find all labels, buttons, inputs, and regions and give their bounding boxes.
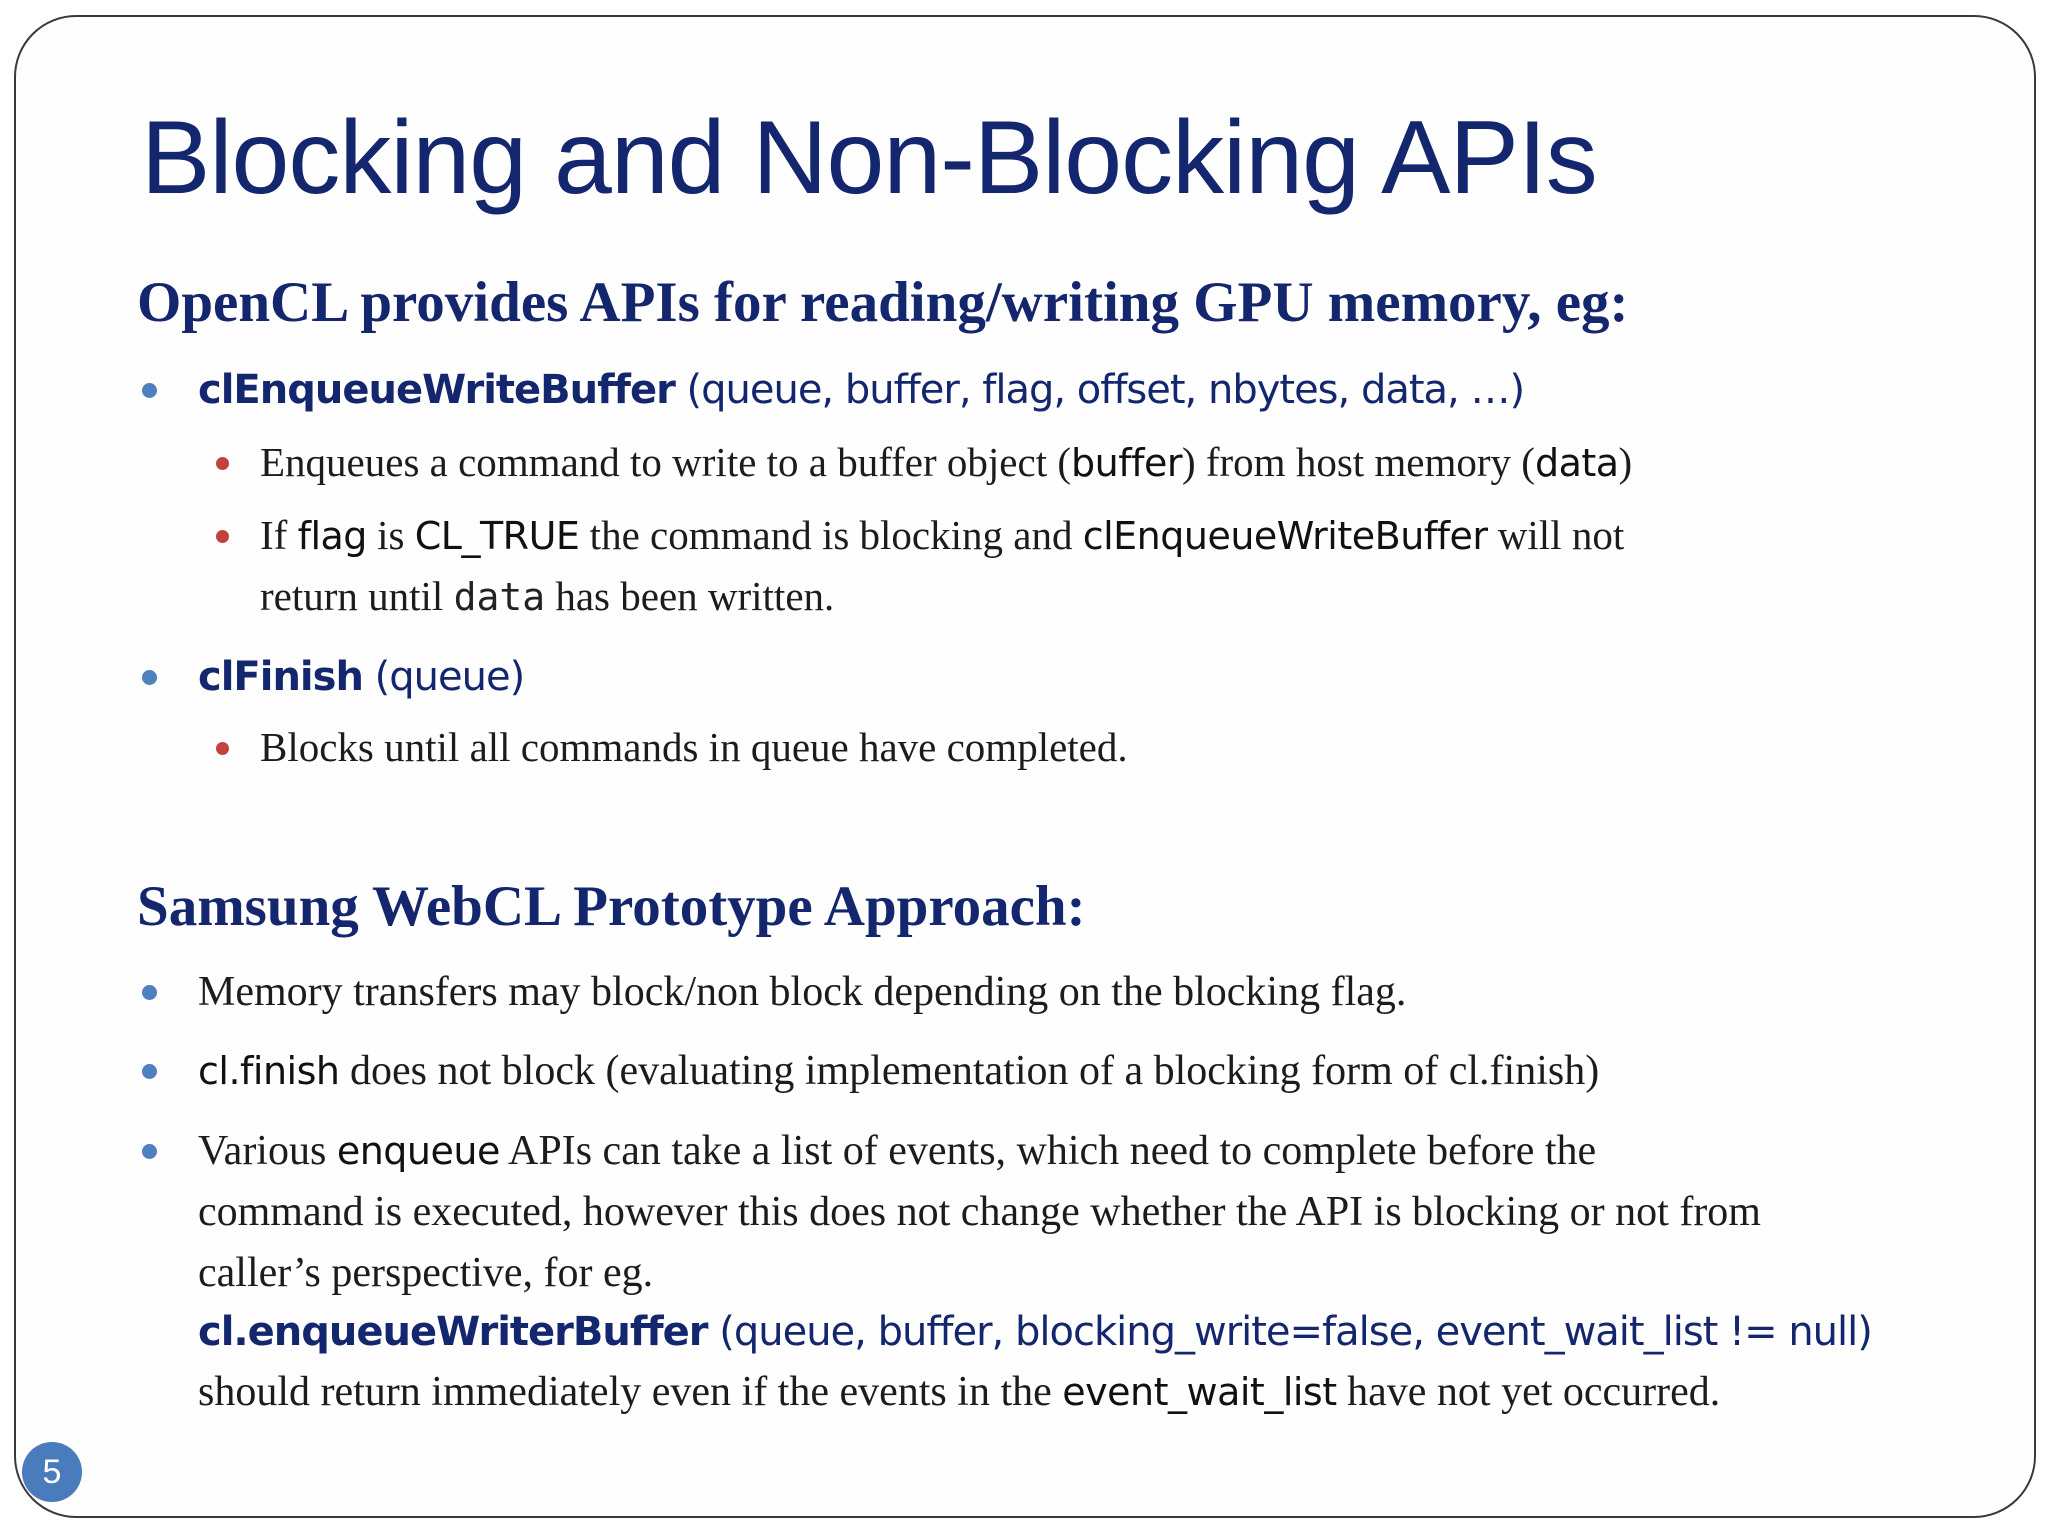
bullet-various-enqueue [198, 1121, 1596, 1182]
bullet-various-enqueue-line5 [198, 1362, 1720, 1423]
sub-bullet-dot [216, 530, 229, 543]
sub-bullet-if-flag-line2 [260, 566, 834, 628]
code-data-mono: data [453, 575, 546, 619]
bullet-dot [142, 1064, 157, 1079]
section-heading-samsung: Samsung WebCL Prototype Approach: [137, 875, 1086, 938]
text: will not [1487, 512, 1625, 558]
api-args: (queue) [362, 654, 525, 700]
code-enqueue: enqueue [336, 1129, 500, 1173]
text: ) [1618, 439, 1633, 485]
text: Various [198, 1128, 337, 1174]
bullet-dot [142, 985, 157, 1000]
api-name: cl.enqueueWriterBuffer [198, 1309, 708, 1355]
text: If [260, 512, 298, 558]
bullet-various-enqueue-line2: command is executed, however this does not change whether the API is blocking or not from [198, 1189, 1761, 1235]
sub-bullet-if-flag [260, 505, 1624, 567]
api-args: (queue, buffer, flag, offset, nbytes, data, …) [674, 367, 1525, 413]
text: should return immediately even if the events in the [198, 1369, 1063, 1415]
code-cl-true: CL_TRUE [414, 514, 580, 558]
slide-title: Blocking and Non-Blocking APIs [141, 100, 1597, 216]
bullet-clenqueuewritebuffer [198, 360, 1524, 421]
bullet-various-enqueue-line3: caller’s perspective, for eg. [198, 1250, 654, 1296]
text: has been written. [545, 573, 835, 619]
sub-bullet-dot [216, 742, 229, 755]
text: Enqueues a command to write to a buffer object ( [260, 439, 1071, 485]
code-clenqueuewritebuffer: clEnqueueWriteBuffer [1082, 514, 1488, 558]
bullet-clfinish [198, 647, 524, 708]
bullet-cl-finish [198, 1041, 1599, 1102]
text: is [366, 512, 415, 558]
bullet-various-enqueue-api-line [198, 1302, 1872, 1363]
bullet-dot [142, 670, 157, 685]
code-buffer: buffer [1071, 441, 1182, 485]
code-event-wait-list: event_wait_list [1062, 1370, 1337, 1414]
code-data: data [1534, 441, 1619, 485]
text: APIs can take a list of events, which need to complete before the [499, 1128, 1597, 1174]
text: ) from host memory ( [1181, 439, 1535, 485]
sub-bullet-dot [216, 457, 229, 470]
text: the command is blocking and [579, 512, 1083, 558]
sub-bullet-enqueues [260, 432, 1632, 494]
sub-bullet-blocks: Blocks until all commands in queue have completed. [260, 724, 1128, 770]
text: have not yet occurred. [1336, 1369, 1721, 1415]
text: does not block (evaluating implementation of a blocking form of cl.finish) [339, 1048, 1600, 1094]
section-heading-opencl: OpenCL provides APIs for reading/writing GPU memory, eg: [137, 271, 1629, 334]
api-name: clFinish [198, 654, 363, 700]
bullet-dot [142, 383, 157, 398]
code-flag: flag [297, 514, 367, 558]
text: return until [260, 573, 454, 619]
code-cl-finish: cl.finish [198, 1049, 340, 1093]
slide-number-badge: 5 [22, 1442, 82, 1502]
bullet-memory-transfers: Memory transfers may block/non block depending on the blocking flag. [198, 969, 1407, 1015]
api-args: (queue, buffer, blocking_write=false, event_wait_list != null) [707, 1309, 1872, 1355]
api-name: clEnqueueWriteBuffer [198, 367, 675, 413]
bullet-dot [142, 1144, 157, 1159]
